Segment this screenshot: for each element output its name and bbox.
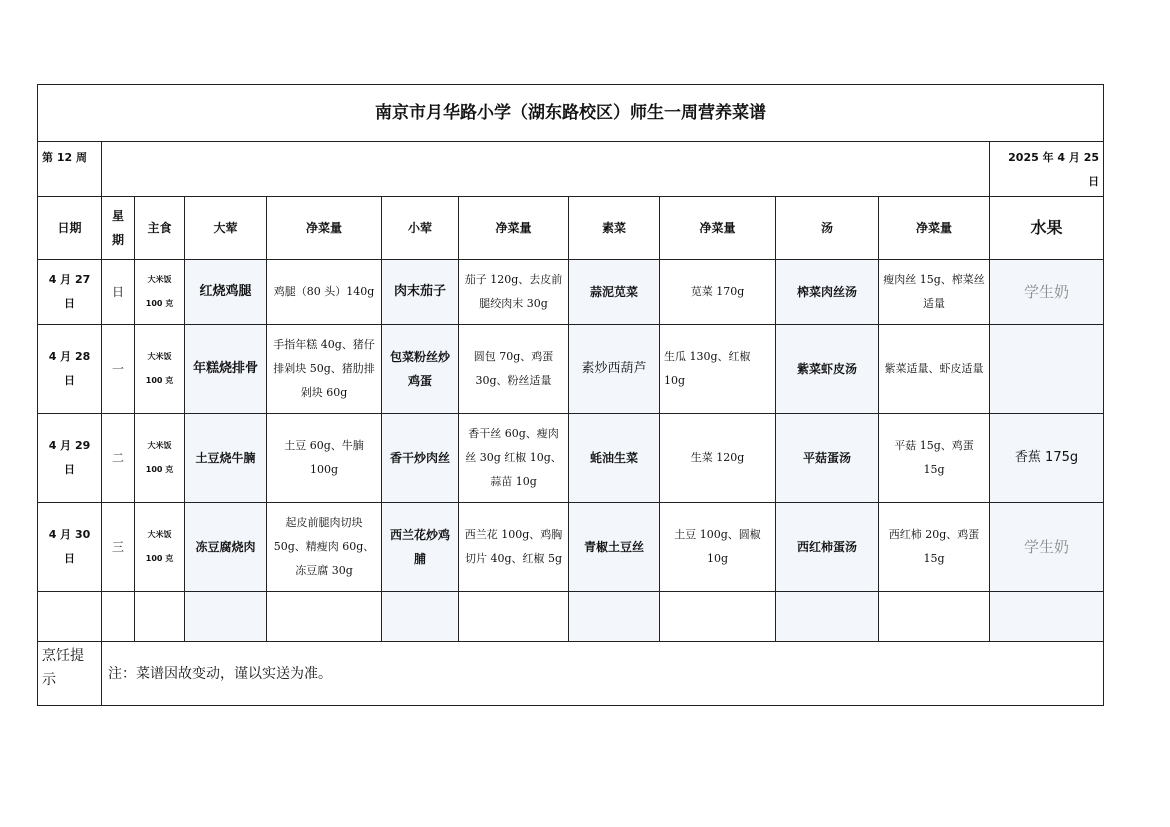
row-staple-line1: 大米饭	[147, 352, 172, 361]
row-staple-line1: 大米饭	[147, 530, 172, 539]
row-main-dish: 土豆烧牛腩	[185, 414, 267, 503]
row-veg-dish: 蒜泥苋菜	[569, 260, 660, 325]
row-weekday: 二	[102, 414, 135, 503]
weekly-menu-table	[37, 84, 1104, 706]
row-soup-qty: 西红柿 20g、鸡蛋 15g	[879, 503, 990, 592]
row-staple-line1: 大米饭	[147, 275, 172, 284]
row-veg-dish: 蚝油生菜	[569, 414, 660, 503]
header-weekday-line1: 星	[111, 209, 124, 223]
row-weekday: 一	[102, 325, 135, 414]
row-staple	[135, 260, 185, 325]
row-soup-dish: 平菇蛋汤	[776, 414, 879, 503]
row-staple	[135, 503, 185, 592]
tips-label: 烹饪提示	[38, 642, 102, 706]
row-fruit: 学生奶	[990, 260, 1104, 325]
empty-cell	[135, 592, 185, 642]
header-fruit: 水果	[990, 197, 1104, 260]
header-small-meat: 小荤	[382, 197, 459, 260]
header-weekday-line2: 期	[111, 233, 124, 247]
row-staple-line2: 100 克	[145, 554, 174, 563]
empty-row	[38, 592, 1104, 642]
row-staple-line1: 大米饭	[147, 441, 172, 450]
row-veg-qty: 土豆 100g、圆椒 10g	[660, 503, 776, 592]
empty-cell	[569, 592, 660, 642]
row-staple-line2: 100 克	[145, 465, 174, 474]
row-staple	[135, 414, 185, 503]
row-date	[38, 260, 102, 325]
row-small-qty: 茄子 120g、去皮前腿绞肉末 30g	[459, 260, 569, 325]
empty-cell	[382, 592, 459, 642]
header-small-qty: 净菜量	[459, 197, 569, 260]
row-main-qty: 起皮前腿肉切块 50g、精瘦肉 60g、冻豆腐 30g	[267, 503, 382, 592]
row-date-line1: 4 月 28	[48, 350, 91, 363]
row-veg-qty: 生菜 120g	[660, 414, 776, 503]
row-small-dish: 肉末茄子	[382, 260, 459, 325]
menu-row	[38, 325, 1104, 414]
menu-row	[38, 414, 1104, 503]
row-soup-dish: 榨菜肉丝汤	[776, 260, 879, 325]
empty-cell	[38, 592, 102, 642]
tips-row	[38, 642, 1104, 706]
row-date-line1: 4 月 27	[48, 273, 91, 286]
row-veg-qty: 生瓜 130g、红椒 10g	[660, 325, 776, 414]
empty-cell	[459, 592, 569, 642]
row-staple-line2: 100 克	[145, 376, 174, 385]
empty-cell	[185, 592, 267, 642]
row-fruit	[990, 325, 1104, 414]
row-soup-qty: 紫菜适量、虾皮适量	[879, 325, 990, 414]
row-weekday: 三	[102, 503, 135, 592]
row-staple	[135, 325, 185, 414]
header-soup-qty: 净菜量	[879, 197, 990, 260]
page-title: 南京市月华路小学（湖东路校区）师生一周营养菜谱	[38, 85, 1104, 142]
row-date	[38, 414, 102, 503]
row-main-dish: 冻豆腐烧肉	[185, 503, 267, 592]
header-main-meat: 大荤	[185, 197, 267, 260]
tips-text: 注：菜谱因故变动，谨以实送为准。	[102, 642, 1104, 706]
header-weekday	[102, 197, 135, 260]
row-soup-qty: 平菇 15g、鸡蛋 15g	[879, 414, 990, 503]
row-soup-dish: 西红柿蛋汤	[776, 503, 879, 592]
header-veg-qty: 净菜量	[660, 197, 776, 260]
header-date: 日期	[38, 197, 102, 260]
row-date-line2: 日	[64, 552, 75, 565]
row-date	[38, 503, 102, 592]
row-date-line2: 日	[64, 297, 75, 310]
empty-cell	[879, 592, 990, 642]
empty-cell	[102, 592, 135, 642]
row-weekday: 日	[102, 260, 135, 325]
empty-cell	[776, 592, 879, 642]
header-veg: 素菜	[569, 197, 660, 260]
title-row	[38, 85, 1104, 142]
menu-row	[38, 260, 1104, 325]
week-label: 第 12 周	[38, 142, 102, 197]
row-soup-dish: 紫菜虾皮汤	[776, 325, 879, 414]
row-date-line1: 4 月 29	[48, 439, 91, 452]
row-small-dish: 包菜粉丝炒鸡蛋	[382, 325, 459, 414]
row-fruit: 香蕉 175g	[990, 414, 1104, 503]
row-small-qty: 圆包 70g、鸡蛋 30g、粉丝适量	[459, 325, 569, 414]
header-soup: 汤	[776, 197, 879, 260]
row-staple-line2: 100 克	[145, 299, 174, 308]
menu-row	[38, 503, 1104, 592]
row-veg-dish: 素炒西葫芦	[569, 325, 660, 414]
row-small-qty: 香干丝 60g、瘦肉丝 30g 红椒 10g、蒜苗 10g	[459, 414, 569, 503]
row-date-line1: 4 月 30	[48, 528, 91, 541]
row-fruit: 学生奶	[990, 503, 1104, 592]
row-veg-dish: 青椒土豆丝	[569, 503, 660, 592]
row-small-qty: 西兰花 100g、鸡胸切片 40g、红椒 5g	[459, 503, 569, 592]
row-date	[38, 325, 102, 414]
header-main-qty: 净菜量	[267, 197, 382, 260]
empty-cell	[990, 592, 1104, 642]
row-soup-qty: 瘦肉丝 15g、榨菜丝适量	[879, 260, 990, 325]
empty-cell	[660, 592, 776, 642]
row-small-dish: 西兰花炒鸡脯	[382, 503, 459, 592]
row-small-dish: 香干炒肉丝	[382, 414, 459, 503]
row-date-line2: 日	[64, 374, 75, 387]
week-blank	[102, 142, 990, 197]
row-main-qty: 手指年糕 40g、猪仔排剁块 50g、猪肋排剁块 60g	[267, 325, 382, 414]
week-row	[38, 142, 1104, 197]
row-main-qty: 土豆 60g、牛腩 100g	[267, 414, 382, 503]
row-main-dish: 年糕烧排骨	[185, 325, 267, 414]
empty-cell	[267, 592, 382, 642]
row-main-qty: 鸡腿（80 头）140g	[267, 260, 382, 325]
row-veg-qty: 苋菜 170g	[660, 260, 776, 325]
header-staple: 主食	[135, 197, 185, 260]
header-row	[38, 197, 1104, 260]
row-main-dish: 红烧鸡腿	[185, 260, 267, 325]
row-date-line2: 日	[64, 463, 75, 476]
publish-date: 2025 年 4 月 25 日	[990, 142, 1104, 197]
